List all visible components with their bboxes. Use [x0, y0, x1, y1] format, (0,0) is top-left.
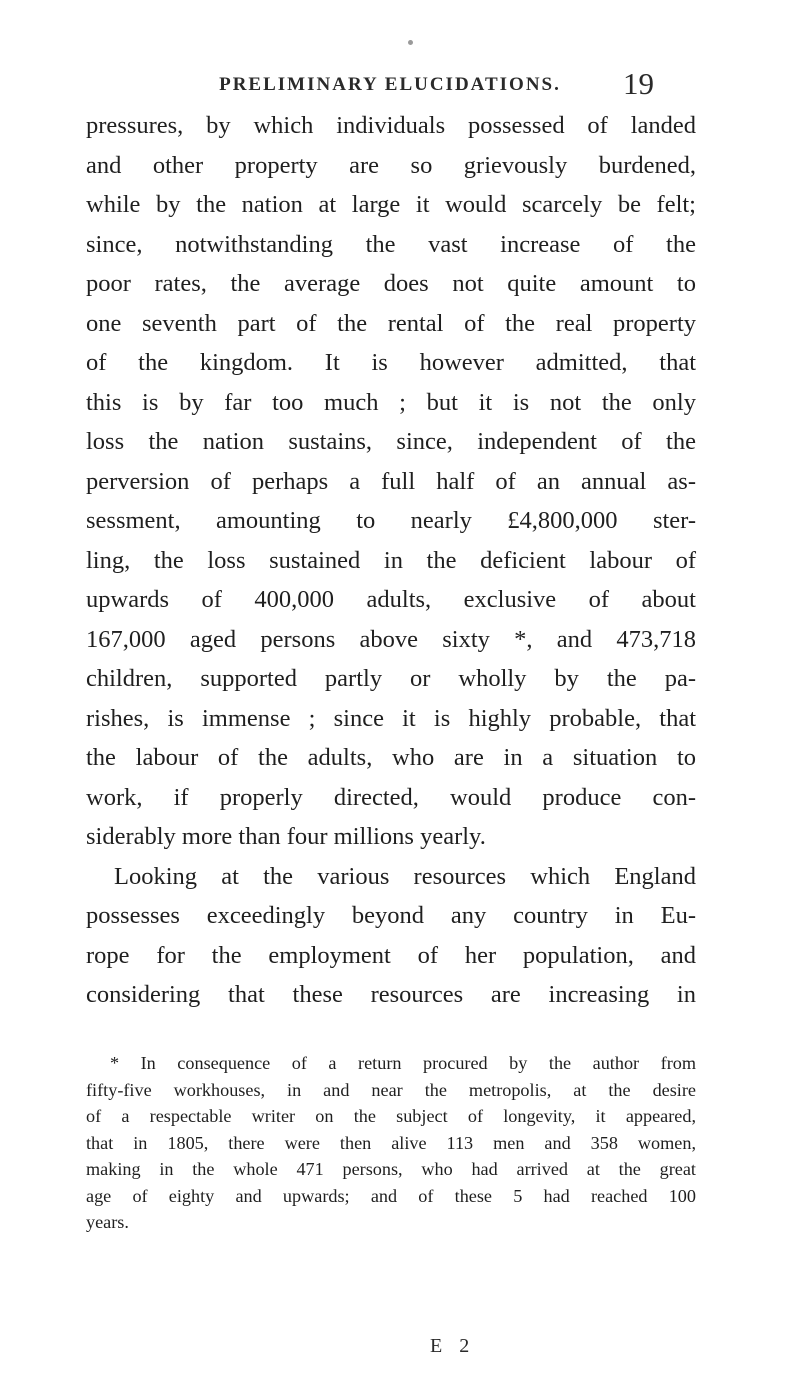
body-line: while by the nation at large it would scarcely be felt; — [86, 191, 696, 218]
body-line: perversion of perhaps a full half of an annual as- — [86, 467, 696, 495]
body-line: considering that these resources are increasing in — [86, 981, 696, 1008]
footnote-line: * In consequence of a return procured by the author from — [110, 1053, 696, 1073]
footnote-line: age of eighty and upwards; and of these 5 had reached 100 — [86, 1185, 696, 1206]
body-line: this is by far too much ; but it is not the only — [86, 388, 696, 416]
body-line: pressures, by which individuals possessed of landed — [86, 112, 696, 139]
body-line: one seventh part of the rental of the real property — [86, 309, 696, 337]
footnote-line: of a respectable writer on the subject of longevity, it appeared, — [86, 1106, 696, 1126]
body-line: work, if properly directed, would produce con- — [86, 783, 696, 811]
body-line: possesses exceedingly beyond any country in Eu- — [86, 902, 696, 929]
signature-mark: E 2 — [430, 1335, 476, 1357]
footnote-line: years. — [86, 1212, 129, 1232]
page-number: 19 — [623, 66, 654, 101]
ink-dot — [408, 40, 413, 45]
body-line: since, notwithstanding the vast increase of the — [86, 230, 696, 258]
footnote-line: that in 1805, there were then alive 113 men and 358 women, — [86, 1132, 696, 1153]
body-line: loss the nation sustains, since, independent of the — [86, 428, 696, 455]
body-line: ling, the loss sustained in the deficient labour of — [86, 546, 696, 574]
body-line: poor rates, the average does not quite amount to — [86, 270, 696, 297]
body-line: and other property are so grievously burdened, — [86, 151, 696, 179]
footnote-line: making in the whole 471 persons, who had arrived at the great — [86, 1159, 696, 1179]
body-line: rishes, is immense ; since it is highly probable, that — [86, 704, 696, 732]
footnote-line: fifty-five workhouses, in and near the metropolis, at the desire — [86, 1079, 696, 1100]
body-line: upwards of 400,000 adults, exclusive of about — [86, 586, 696, 613]
body-line: siderably more than four millions yearly. — [86, 823, 486, 850]
body-line: children, supported partly or wholly by the pa- — [86, 665, 696, 692]
body-line: of the kingdom. It is however admitted, that — [86, 349, 696, 376]
body-line: Looking at the various resources which England — [114, 862, 696, 890]
footnote — [86, 1050, 696, 1236]
running-head: PRELIMINARY ELUCIDATIONS. — [219, 74, 561, 95]
body-line: rope for the employment of her population, and — [86, 941, 696, 969]
body-line: 167,000 aged persons above sixty *, and 473,718 — [86, 625, 696, 653]
body-text — [86, 106, 696, 1015]
body-line: the labour of the adults, who are in a situation to — [86, 744, 696, 771]
body-line: sessment, amounting to nearly £4,800,000 ster- — [86, 507, 696, 534]
